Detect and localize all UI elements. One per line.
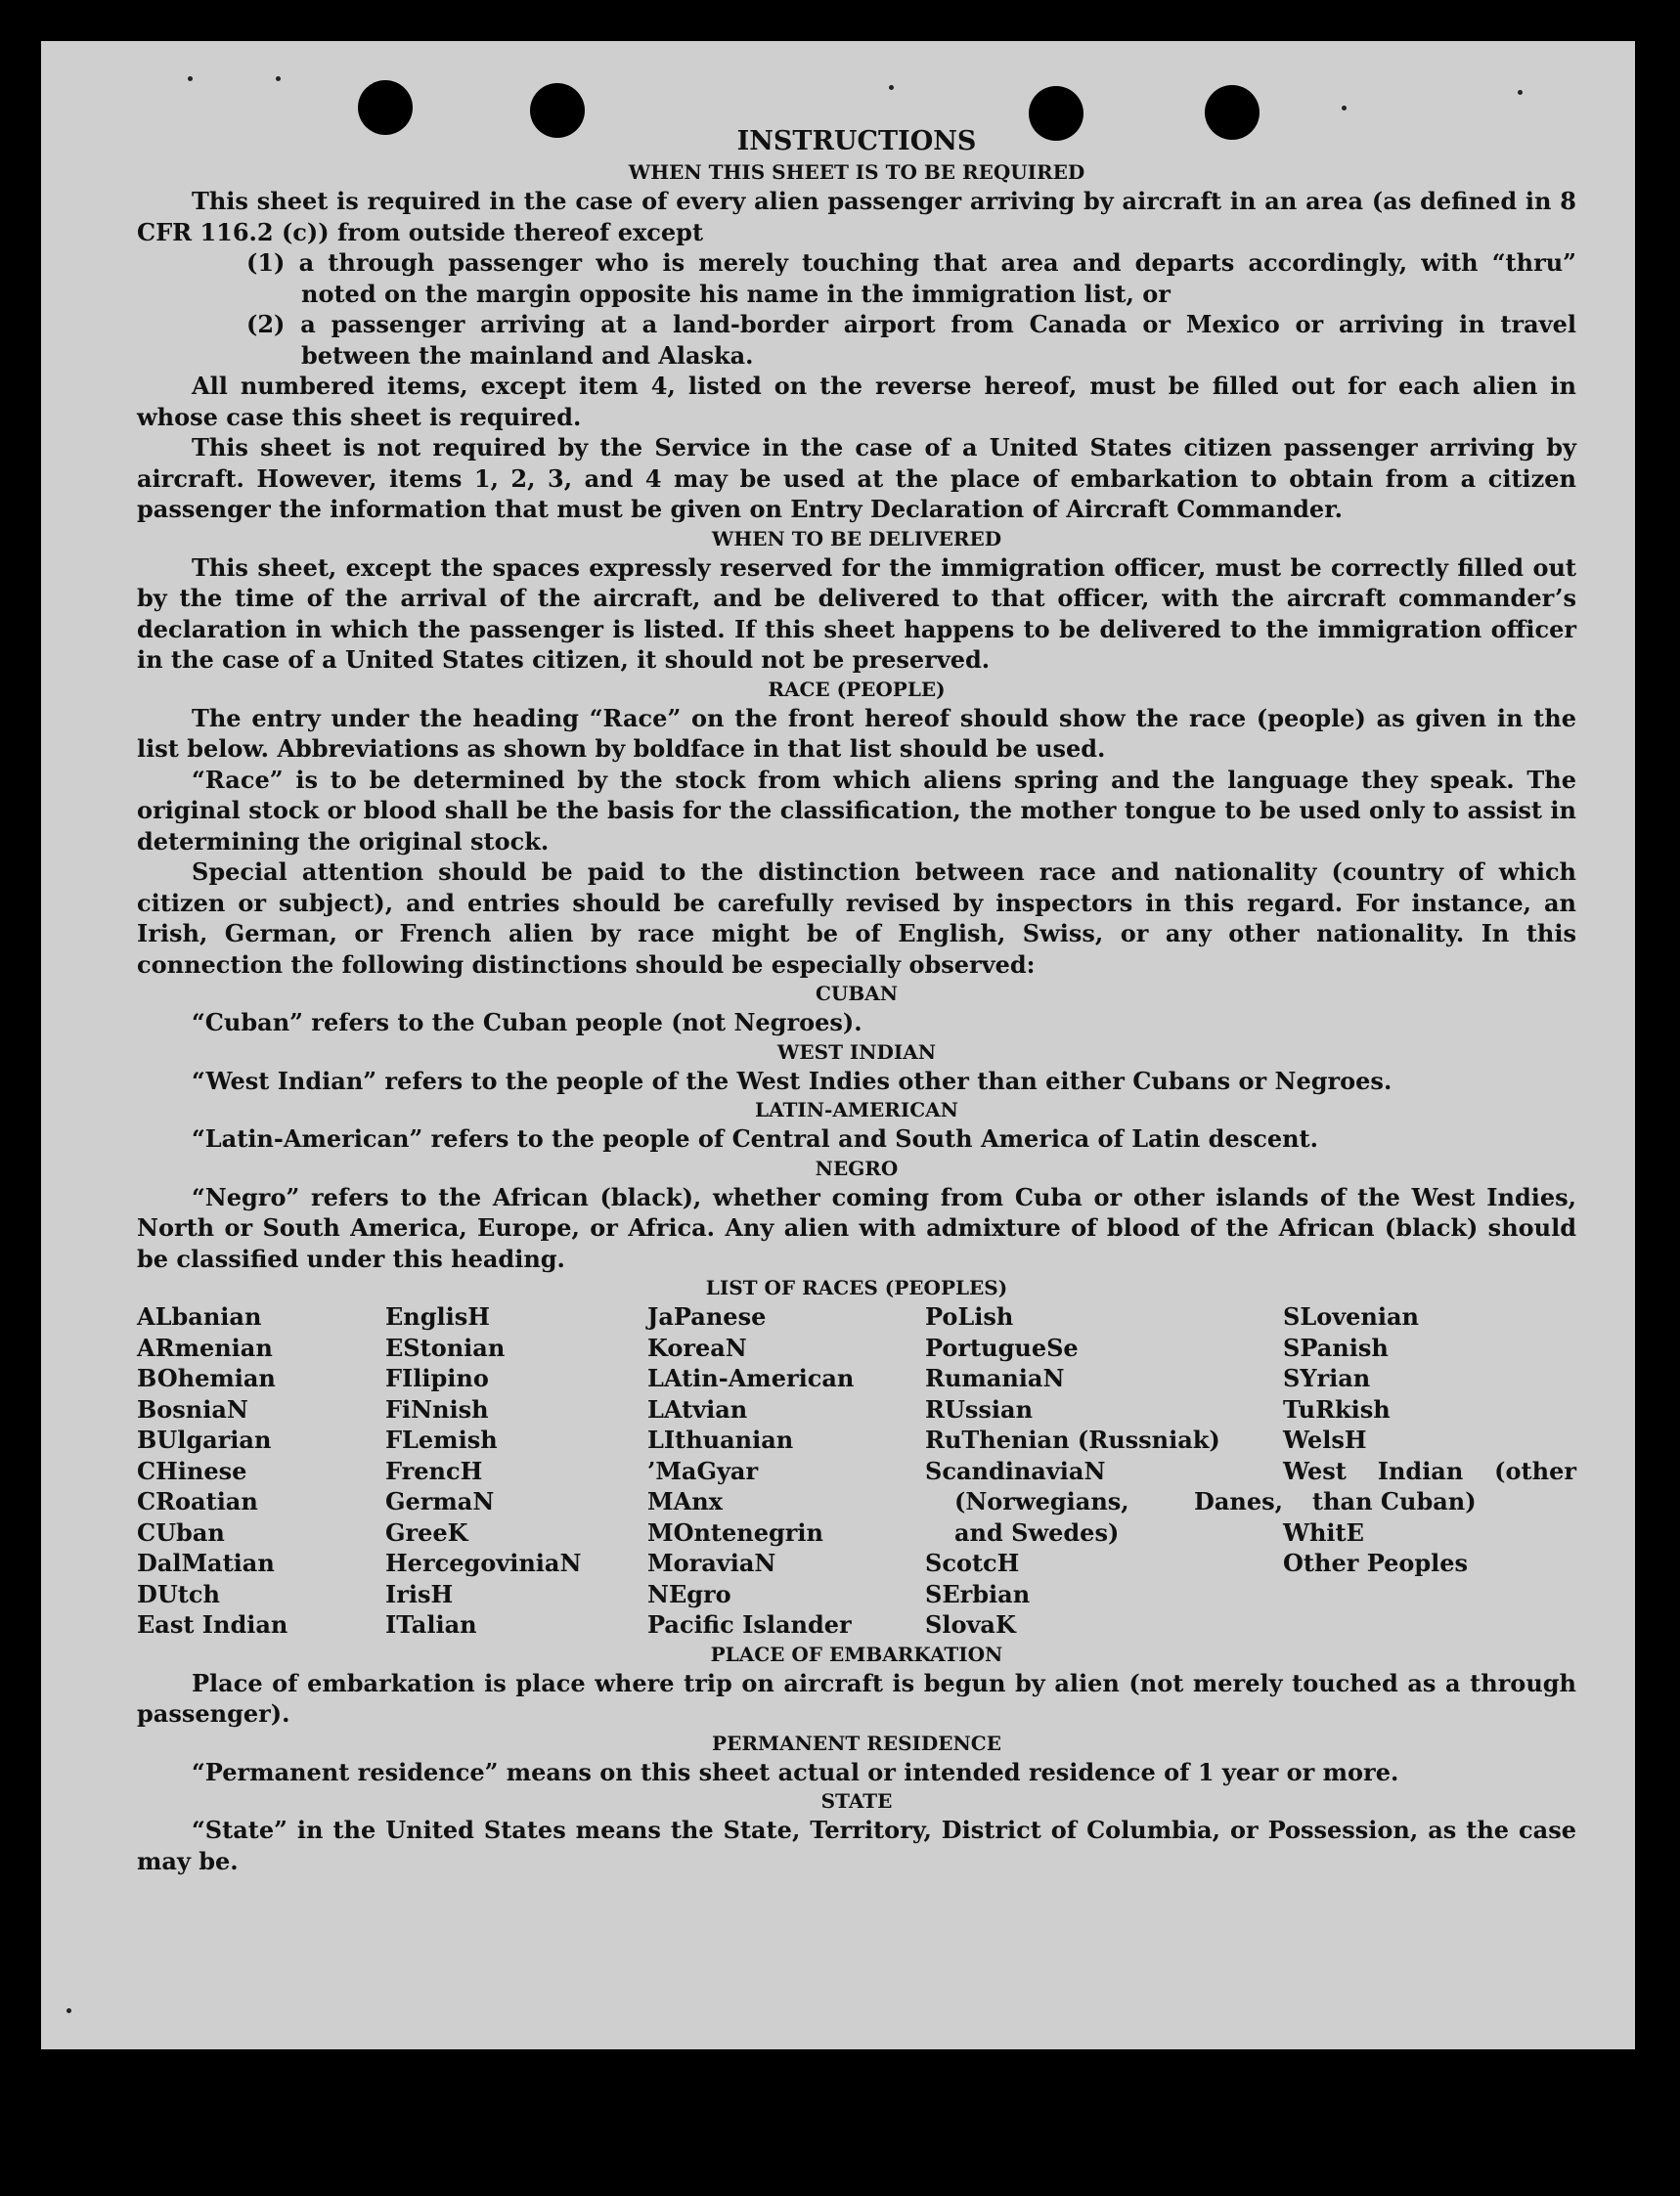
race-entry: MAnx — [647, 1487, 723, 1515]
race-entry: GermaN — [385, 1487, 495, 1515]
page-title: INSTRUCTIONS — [736, 126, 977, 156]
race-entry: FiNnish — [385, 1394, 489, 1424]
race-entry: MoraviaN — [647, 1549, 776, 1577]
paragraph: “Latin-American” refers to the people of Central and South America of Latin descent. — [192, 1124, 1318, 1153]
race-entry: EStonian — [385, 1333, 506, 1362]
list-item: (1) a through passenger who is merely touching that area and departs accordingly, with “thru” noted on the margin opposite his name in the immigration list, or — [246, 248, 1576, 308]
race-entry: CRoatian — [137, 1487, 258, 1515]
speck — [188, 76, 193, 81]
section-heading: PLACE OF EMBARKATION — [710, 1642, 1003, 1666]
paragraph: “State” in the United States means the State, Territory, District of Columbia, or Possession, as the case may be. — [137, 1816, 1576, 1875]
speck — [1518, 90, 1523, 95]
race-entry: ITalian — [385, 1610, 477, 1639]
race-entry: EnglisH — [385, 1302, 490, 1331]
section-heading: RACE (PEOPLE) — [768, 677, 946, 701]
race-entry: BosniaN — [137, 1394, 248, 1424]
paragraph: “Race” is to be determined by the stock from which aliens spring and the language they speak. The original stock or blood shall be the basis for the classification, the mother tongue to be used only to assist in determining the original stock. — [137, 765, 1576, 856]
race-column — [1283, 1301, 1576, 1641]
race-entry: RumaniaN — [925, 1364, 1065, 1392]
paragraph: Special attention should be paid to the distinction between race and nationality (country of which citizen or subject), and entries should be carefully revised by inspectors in this regard. For instance, an Irish, German, or French alien by race might be of English, Swiss, or any other nationality. In this connection the following distinctions should be especially observed: — [137, 857, 1576, 979]
race-entry: IrisH — [385, 1579, 454, 1608]
race-entry: DalMatian — [137, 1549, 275, 1577]
race-entry: WelsH — [1283, 1426, 1367, 1454]
race-column — [137, 1301, 385, 1641]
race-entry: CUban — [137, 1517, 225, 1547]
race-entry: TuRkish — [1283, 1394, 1391, 1424]
race-entry: ALbanian — [137, 1302, 262, 1331]
list-item: (2) a passenger arriving at a land-border airport from Canada or Mexico or arriving in travel between the mainland and Alaska. — [246, 310, 1576, 370]
race-column — [925, 1301, 1283, 1641]
race-entry: RuThenian (Russniak) — [925, 1426, 1220, 1454]
paragraph: This sheet is not required by the Service in the case of a United States citizen passenger arriving by aircraft. However, items 1, 2, 3, and 4 may be used at the place of embarkation to obtain from a citizen passenger the information that must be given on Entry Declaration of Aircraft Commander. — [137, 433, 1576, 523]
race-entry: HercegoviniaN — [385, 1549, 582, 1577]
race-entry: MOntenegrin — [647, 1517, 823, 1547]
race-entry: PortugueSe — [925, 1333, 1079, 1362]
paragraph: “West Indian” refers to the people of the West Indies other than either Cubans or Negroes. — [192, 1066, 1393, 1095]
race-entry: LAtin-American — [647, 1364, 855, 1392]
race-entry: FIlipino — [385, 1364, 489, 1392]
race-entry: DUtch — [137, 1579, 220, 1608]
race-entry: FrencH — [385, 1456, 483, 1485]
race-entry: CHinese — [137, 1456, 247, 1485]
race-entry: SlovaK — [925, 1610, 1016, 1639]
race-entry: WhitE — [1283, 1517, 1364, 1547]
race-entry: FLemish — [385, 1426, 498, 1454]
race-entry: SErbian — [925, 1579, 1031, 1608]
race-entry: SLovenian — [1283, 1302, 1419, 1331]
section-heading: CUBAN — [815, 982, 899, 1005]
race-entry: Pacific Islander — [647, 1610, 852, 1639]
race-entry: ARmenian — [137, 1333, 273, 1362]
race-column — [385, 1301, 647, 1641]
section-heading: WHEN THIS SHEET IS TO BE REQUIRED — [628, 160, 1085, 184]
race-entry: Other Peoples — [1283, 1549, 1469, 1577]
paragraph: Place of embarkation is place where trip on aircraft is begun by alien (not merely touched as a through passenger). — [137, 1668, 1576, 1728]
race-entry: SYrian — [1283, 1364, 1371, 1392]
speck — [276, 76, 281, 81]
race-entry: JaPanese — [647, 1302, 767, 1331]
race-list — [137, 1301, 1576, 1641]
section-heading: STATE — [820, 1789, 893, 1813]
race-entry: RUssian — [925, 1394, 1034, 1424]
race-entry: BUlgarian — [137, 1426, 272, 1454]
race-entry: ’MaGyar — [647, 1456, 759, 1485]
paragraph: The entry under the heading “Race” on the front hereof should show the race (people) as given in the list below. Abbreviations as shown by boldface in that list should be used. — [137, 703, 1576, 763]
race-column — [647, 1301, 925, 1641]
race-entry: ScotcH — [925, 1549, 1020, 1577]
race-entry: East Indian — [137, 1610, 288, 1639]
race-entry: SPanish — [1283, 1333, 1389, 1362]
paragraph: “Negro” refers to the African (black), whether coming from Cuba or other islands of the West Indies, North or South America, Europe, or Africa. Any alien with admixture of blood of the African (black) should be classified under this heading. — [137, 1182, 1576, 1273]
speck — [889, 85, 894, 90]
section-heading: LIST OF RACES (PEOPLES) — [705, 1276, 1008, 1299]
race-entry: NEgro — [647, 1579, 731, 1608]
section-heading: PERMANENT RESIDENCE — [712, 1731, 1001, 1755]
race-entry: PoLish — [925, 1302, 1014, 1331]
section-heading: LATIN-AMERICAN — [755, 1098, 958, 1121]
document-page — [41, 41, 1635, 2049]
paragraph: This sheet, except the spaces expressly reserved for the immigration officer, must be correctly filled out by the time of the arrival of the aircraft, and be delivered to that officer, with the aircraft commander’s declaration in which the passenger is listed. If this sheet happens to be delivered to the immigration officer in the case of a United States citizen, it should not be preserved. — [137, 552, 1576, 674]
section-heading: NEGRO — [815, 1156, 899, 1180]
instructions-content — [137, 125, 1576, 1876]
paragraph: This sheet is required in the case of every alien passenger arriving by aircraft in an area (as defined in 8 CFR 116.2 (c)) from outside thereof except — [137, 187, 1576, 246]
paragraph: “Permanent residence” means on this sheet actual or intended residence of 1 year or more. — [192, 1757, 1399, 1786]
race-entry: LIthuanian — [647, 1426, 794, 1454]
race-entry: GreeK — [385, 1517, 468, 1547]
race-entry: KoreaN — [647, 1333, 747, 1362]
paragraph: All numbered items, except item 4, listed on the reverse hereof, must be filled out for each alien in whose case this sheet is required. — [137, 372, 1576, 431]
speck — [1342, 106, 1347, 110]
race-entry: West Indian (other than Cuban) — [1283, 1456, 1576, 1515]
paragraph: “Cuban” refers to the Cuban people (not Negroes). — [192, 1008, 862, 1036]
section-heading: WEST INDIAN — [776, 1039, 937, 1064]
race-entry: BOhemian — [137, 1364, 276, 1392]
race-entry: LAtvian — [647, 1394, 748, 1424]
section-heading: WHEN TO BE DELIVERED — [711, 526, 1002, 550]
speck — [66, 2008, 71, 2013]
race-entry: ScandinaviaN (Norwegians, Danes, and Swedes) — [925, 1456, 1283, 1547]
